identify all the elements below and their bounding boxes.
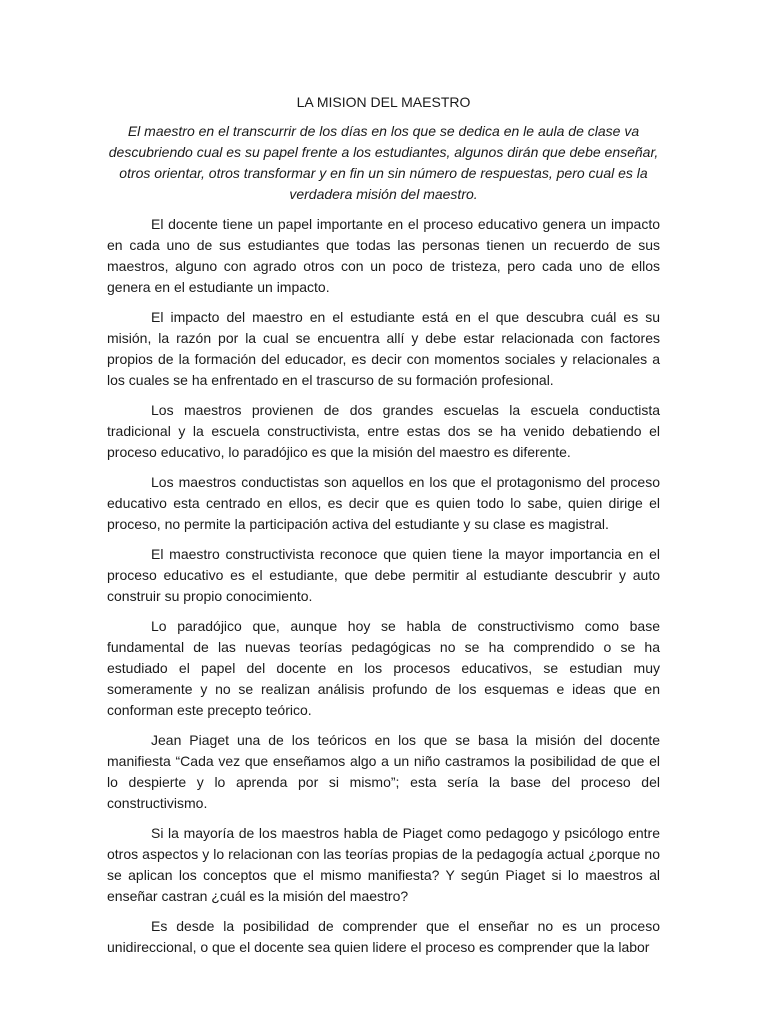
body-paragraph: Si la mayoría de los maestros habla de Piaget como pedagogo y psicólogo entre otros aspectos y lo relacionan con las teorías propias de la pedagogía actual ¿porque no se aplican los conceptos que el mismo manifiesta? Y según Piaget si lo maestros al enseñar castran ¿cuál es la misión del maestro? <box>107 825 660 904</box>
body-paragraph: Jean Piaget una de los teóricos en los que se basa la misión del docente manifiesta “Cada vez que enseñamos algo a un niño castramos la posibilidad de que el lo despierte y lo aprenda por si mismo”; esta sería la base del proceso del constructivismo. <box>107 732 660 811</box>
body-paragraph: Lo paradójico que, aunque hoy se habla de constructivismo como base fundamental de las nuevas teorías pedagógicas no se ha comprendido o se ha estudiado el papel del docente en los procesos educativos, se estudian muy someramente y no se realizan análisis profundo de los esquemas e ideas que en conforman este precepto teórico. <box>107 618 660 718</box>
body-paragraph: Los maestros conductistas son aquellos en los que el protagonismo del proceso educativo esta centrado en ellos, es decir que es quien todo lo sabe, quien dirige el proceso, no permite la participación activa del estudiante y su clase es magistral. <box>107 474 660 532</box>
body-paragraph: El impacto del maestro en el estudiante está en el que descubra cuál es su misión, la razón por la cual se encuentra allí y debe estar relacionada con factores propios de la formación del educador, es decir con momentos sociales y relacionales a los cuales se ha enfrentado en el trascurso de su formación profesional. <box>107 309 660 388</box>
body-paragraph: El docente tiene un papel importante en el proceso educativo genera un impacto en cada uno de sus estudiantes que todas las personas tienen un recuerdo de sus maestros, alguno con agrado otros con un poco de tristeza, pero cada uno de ellos genera en el estudiante un impacto. <box>107 216 660 295</box>
body-paragraph: Los maestros provienen de dos grandes escuelas la escuela conductista tradicional y la escuela constructivista, entre estas dos se ha venido debatiendo el proceso educativo, lo paradójico es que la misión del maestro es diferente. <box>107 402 660 460</box>
body-paragraph: Es desde la posibilidad de comprender que el enseñar no es un proceso unidireccional, o que el docente sea quien lidere el proceso es comprender que la labor <box>107 918 660 955</box>
intro-paragraph: El maestro en el transcurrir de los días en los que se dedica en le aula de clase va descubriendo cual es su papel frente a los estudiantes, algunos dirán que debe enseñar, otros orientar, otros transformar y en fin un sin número de respuestas, pero cual es la verdadera misión del maestro. <box>108 123 659 202</box>
document-title: LA MISION DEL MAESTRO <box>296 94 471 110</box>
body-paragraph: El maestro constructivista reconoce que quien tiene la mayor importancia en el proceso educativo es el estudiante, que debe permitir al estudiante descubrir y auto construir su propio conocimiento. <box>107 546 660 604</box>
